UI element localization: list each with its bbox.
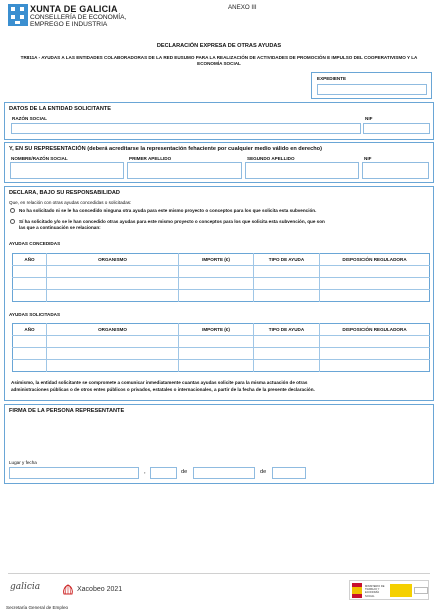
- applicant-section: [4, 102, 434, 140]
- department-line1: CONSELLERÍA DE ECONOMÍA,: [30, 14, 127, 21]
- col-disposicion: DISPOSICIÓN REGULADORA: [320, 324, 430, 336]
- table-row: [13, 290, 430, 302]
- declaration-intro: Que, en relación con otras ayudas concedidas o solicitadas:: [9, 200, 132, 205]
- nombre-field[interactable]: [10, 162, 124, 179]
- col-year: AÑO: [13, 254, 47, 266]
- ministry-banner: [390, 584, 412, 597]
- de-separator-1: de: [181, 469, 188, 475]
- nif-label: NIF: [365, 116, 373, 121]
- representative-section: [4, 142, 434, 183]
- secretary-footer: Secretaría General de Empleo: [6, 605, 69, 610]
- comma-separator: ,: [144, 469, 146, 475]
- galicia-logo: galicia: [10, 582, 41, 592]
- xunta-logo: [8, 4, 28, 26]
- segundo-apellido-label: SEGUNDO APELLIDO: [247, 156, 295, 161]
- logo-square-icon: [15, 21, 20, 24]
- org-name: XUNTA DE GALICIA: [30, 4, 118, 14]
- solicitadas-title: AYUDAS SOLICITADAS: [9, 312, 61, 317]
- option-other-aid-text: Sí ha solicitado y/o se le han concedido otras ayudas para este mismo proyecto o conceptos para los que solicita esta subvención, que son: [19, 219, 325, 224]
- option-other-aid-text-cont: las que a continuación se relacionan:: [19, 225, 101, 230]
- concedidas-title: AYUDAS CONCEDIDAS: [9, 241, 61, 246]
- option-other-aid-radio[interactable]: [10, 219, 15, 224]
- ministry-secondary-icon: [414, 587, 428, 594]
- declaration-section: [4, 186, 434, 401]
- logo-square-icon: [20, 15, 24, 19]
- xacobeo-logo: Xacobeo 2021: [77, 586, 123, 593]
- logo-square-icon: [11, 7, 15, 11]
- rep-nif-label: NIF: [364, 156, 372, 161]
- primer-apellido-label: PRIMER APELLIDO: [129, 156, 172, 161]
- nombre-label: NOMBRE/RAZÓN SOCIAL: [11, 156, 68, 161]
- table-row: [13, 360, 430, 372]
- table-row: [13, 336, 430, 348]
- year-field[interactable]: [272, 467, 306, 479]
- procedure-title: TR811A - AYUDAS A LAS ENTIDADES COLABORADORAS DE LA RED EUSUMO PARA LA REALIZACIÓN DE ACTIVIDADES DE PROMOCIÓN E IMPULSO DEL COOPERATIVISMO Y LA ECONOMÍA SOCIAL: [20, 55, 418, 66]
- expediente-box: [311, 72, 432, 99]
- concedidas-table: [12, 253, 430, 302]
- declaration-section-title: DECLARA, BAJO SU RESPONSABILIDAD: [9, 190, 120, 196]
- razon-social-label: RAZÓN SOCIAL: [12, 116, 47, 121]
- col-year: AÑO: [13, 324, 47, 336]
- applicant-section-title: DATOS DE LA ENTIDAD SOLICITANTE: [9, 106, 112, 112]
- signature-section-title: FIRMA DE LA PERSONA REPRESENTANTE: [9, 408, 125, 414]
- document-title: DECLARACIÓN EXPRESA DE OTRAS AYUDAS: [156, 43, 282, 49]
- col-organismo: ORGANISMO: [47, 324, 179, 336]
- department-line2: EMPREGO E INDUSTRIA: [30, 21, 108, 28]
- footer-divider: [8, 573, 430, 574]
- annex-label: ANEXO III: [228, 4, 257, 11]
- closing-text-line2: administraciones públicas o de otros entes públicos o privados, estatales o internacionales, a partir de la fecha de la presente declaración.: [11, 387, 315, 392]
- logo-square-icon: [20, 7, 24, 11]
- option-no-aid-radio[interactable]: [10, 208, 15, 213]
- day-field[interactable]: [150, 467, 177, 479]
- closing-text-line1: Asimismo, la entidad solicitante se compromete a comunicar inmediatamente cuantas ayudas solicite para la misma actuación de otras: [11, 380, 308, 385]
- razon-social-field[interactable]: [11, 123, 361, 134]
- primer-apellido-field[interactable]: [127, 162, 242, 179]
- ministry-logo: [349, 580, 429, 600]
- de-separator-2: de: [260, 469, 267, 475]
- rep-nif-field[interactable]: [362, 162, 429, 179]
- xacobeo-shell-icon: [62, 583, 74, 595]
- place-date-label: Lugar y fecha: [9, 460, 37, 465]
- solicitadas-table: [12, 323, 430, 372]
- col-tipo: TIPO DE AYUDA: [254, 324, 320, 336]
- representative-section-title: Y, EN SU REPRESENTACIÓN (deberá acreditarse la representación fehaciente por cualquier medio válido en derecho): [9, 146, 322, 152]
- option-no-aid-text: No ha solicitado ni se le ha concedido ninguna otra ayuda para este mismo proyecto o conceptos para los que solicita esta subvención.: [19, 208, 317, 213]
- signature-section: [4, 404, 434, 484]
- expediente-label: EXPEDIENTE: [317, 76, 347, 81]
- col-organismo: ORGANISMO: [47, 254, 179, 266]
- table-row: [13, 278, 430, 290]
- ministry-name: MINISTERIO DE TRABAJO Y ECONOMÍA SOCIAL: [365, 585, 385, 598]
- expediente-field[interactable]: [317, 84, 427, 95]
- logo-square-icon: [11, 15, 15, 19]
- col-disposicion: DISPOSICIÓN REGULADORA: [320, 254, 430, 266]
- col-importe: IMPORTE (€): [179, 324, 254, 336]
- month-field[interactable]: [193, 467, 255, 479]
- col-tipo: TIPO DE AYUDA: [254, 254, 320, 266]
- table-row: [13, 266, 430, 278]
- col-importe: IMPORTE (€): [179, 254, 254, 266]
- nif-field[interactable]: [363, 123, 430, 134]
- spain-flag-icon: [352, 583, 362, 598]
- place-field[interactable]: [9, 467, 139, 479]
- table-row: [13, 348, 430, 360]
- segundo-apellido-field[interactable]: [245, 162, 359, 179]
